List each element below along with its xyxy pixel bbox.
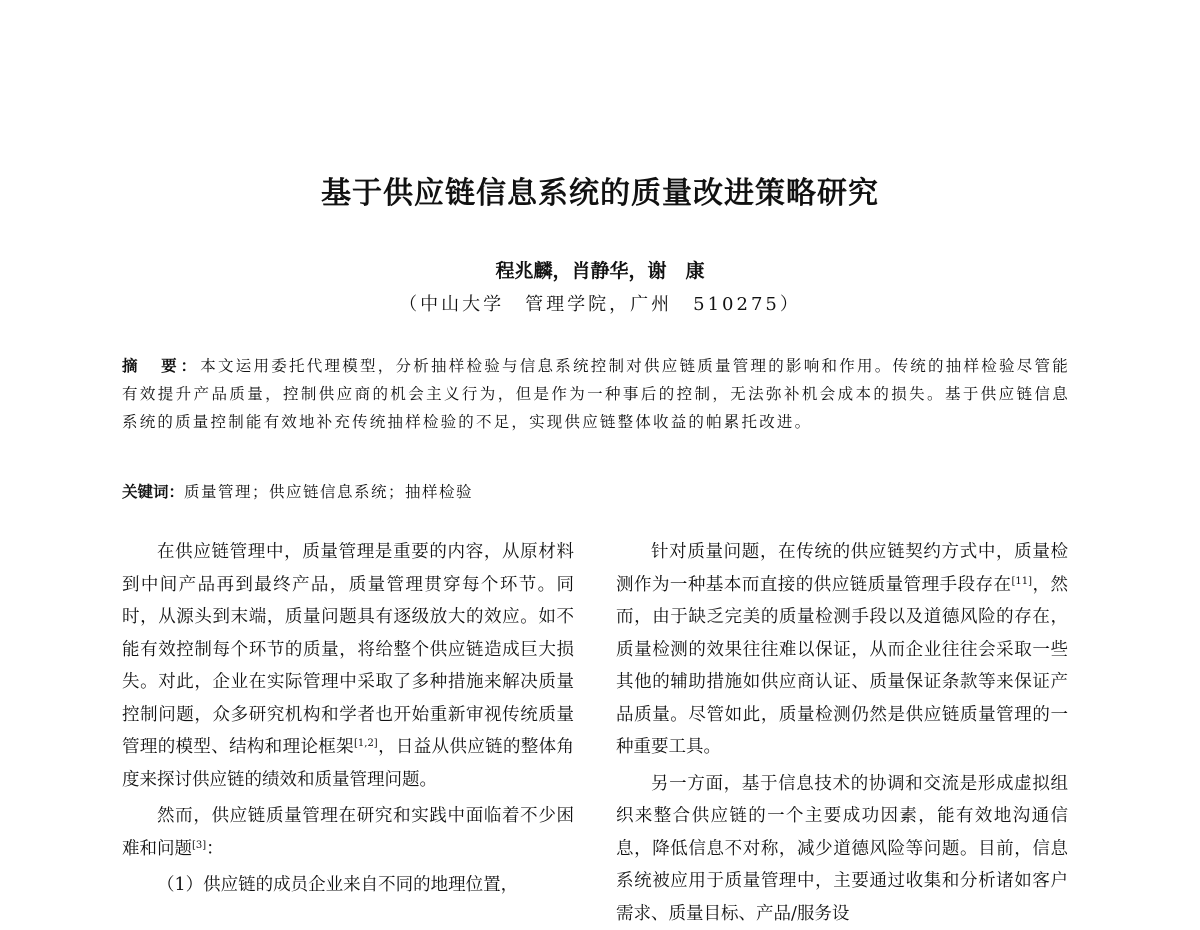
- paper-title: 基于供应链信息系统的质量改进策略研究: [0, 168, 1200, 212]
- citation: [11]: [1012, 576, 1033, 587]
- abstract: [122, 352, 1070, 436]
- keywords-text: 质量管理；供应链信息系统；抽样检验: [184, 483, 473, 501]
- citation: [3]: [192, 840, 206, 851]
- paragraph: 然而，供应链质量管理在研究和实践中面临着不少困难和问题[3]：: [122, 800, 574, 865]
- citation: [1,2]: [354, 738, 378, 749]
- keywords-label: 关键词：: [122, 483, 184, 501]
- abstract-text: 本文运用委托代理模型，分析抽样检验与信息系统控制对供应链质量管理的影响和作用。传统的抽样检验尽管能有效提升产品质量，控制供应商的机会主义行为，但是作为一种事后的控制，无法弥补机会成本的损失。基于供应链信息系统的质量控制能有效地补充传统抽样检验的不足，实现供应链整体收益的帕累托改进。: [122, 357, 1070, 431]
- paragraph: 在供应链管理中，质量管理是重要的内容，从原材料到中间产品再到最终产品，质量管理贯穿每个环节。同时，从源头到末端，质量问题具有逐级放大的效应。如不能有效控制每个环节的质量，将给整个供应链造成巨大损失。对此，企业在实际管理中采取了多种措施来解决质量控制问题，众多研究机构和学者也开始重新审视传统质量管理的模型、结构和理论框架[1,2]，日益从供应链的整体角度来探讨供应链的绩效和质量管理问题。: [122, 536, 574, 796]
- body-column-right: [616, 536, 1068, 930]
- paragraph: 另一方面，基于信息技术的协调和交流是形成虚拟组织来整合供应链的一个主要成功因素，能有效地沟通信息，降低信息不对称，减少道德风险等问题。目前，信息系统被应用于质量管理中，主要通过收集和分析诸如客户需求、质量目标、产品/服务设: [616, 768, 1068, 930]
- authors: 程兆麟，肖静华，谢 康: [0, 256, 1200, 283]
- paragraph: 针对质量问题，在传统的供应链契约方式中，质量检测作为一种基本而直接的供应链质量管理手段存在[11]，然而，由于缺乏完美的质量检测手段以及道德风险的存在，质量检测的效果往往难以保证，从而企业往往会采取一些其他的辅助措施如供应商认证、质量保证条款等来保证产品质量。尽管如此，质量检测仍然是供应链质量管理的一种重要工具。: [616, 536, 1068, 764]
- body-column-left: [122, 536, 574, 902]
- abstract-label: 摘 要：: [122, 357, 200, 375]
- paragraph: （1）供应链的成员企业来自不同的地理位置，: [122, 869, 574, 902]
- affiliation: （中山大学 管理学院，广州 510275）: [0, 290, 1200, 316]
- keywords: [122, 478, 1070, 506]
